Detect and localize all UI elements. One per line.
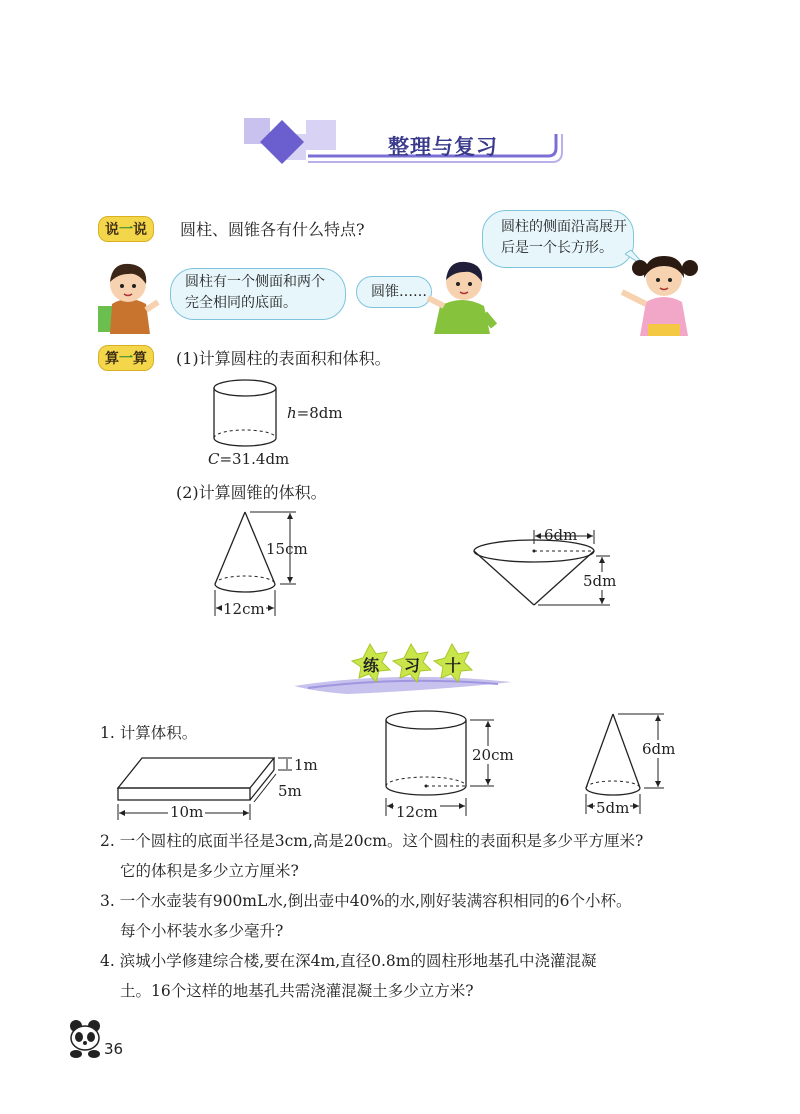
bubble-line: 完全相同的底面。 xyxy=(185,295,297,311)
badge-char: 算 xyxy=(133,351,147,367)
bubble-line: 圆锥…… xyxy=(371,284,427,300)
practice-header-decoration xyxy=(288,640,518,696)
cone2-height-label: 5dm xyxy=(583,572,617,590)
cone3-height-label: 6dm xyxy=(642,740,676,758)
cylinder2-diameter-label: 12cm xyxy=(396,803,438,821)
badge-char: 算 xyxy=(105,351,119,367)
variable-h: h xyxy=(287,404,297,422)
cylinder-height-label xyxy=(287,404,343,422)
exercise-3-text xyxy=(100,886,631,946)
cuboid-height-label: 1m xyxy=(294,756,318,774)
exercise-line: 土。16个这样的地基孔共需浇灌混凝土多少立方米? xyxy=(120,982,474,1000)
badge-char: 说 xyxy=(133,222,147,238)
calculate-question-1: (1)计算圆柱的表面积和体积。 xyxy=(176,349,391,368)
cuboid-width-label: 5m xyxy=(278,782,302,800)
cone2-radius-label: 6dm xyxy=(544,526,578,544)
calculate-badge xyxy=(98,345,154,371)
exercise-1-text: 1. 计算体积。 xyxy=(100,724,198,742)
panda-icon xyxy=(66,1018,104,1060)
value-text: =8dm xyxy=(296,404,343,422)
exercise-line: 每个小杯装水多少毫升? xyxy=(120,922,284,940)
speech-bubble-boy1 xyxy=(170,268,346,320)
bubble-line: 后是一个长方形。 xyxy=(501,240,613,256)
exercise-line: 它的体积是多少立方厘米? xyxy=(120,862,299,880)
discuss-question: 圆柱、圆锥各有什么特点? xyxy=(180,220,365,239)
cuboid-length-label: 10m xyxy=(170,803,204,821)
cuboid-figure xyxy=(112,748,302,824)
calculate-question-2: (2)计算圆锥的体积。 xyxy=(176,483,327,502)
exercise-line: 3. 一个水壶装有900mL水,倒出壶中40%的水,刚好装满容积相同的6个小杯。 xyxy=(100,892,632,910)
exercise-line: 2. 一个圆柱的底面半径是3cm,高是20cm。这个圆柱的表面积是多少平方厘米? xyxy=(100,832,644,850)
exercise-4-text xyxy=(100,946,596,1006)
value-text: =31.4dm xyxy=(219,450,290,468)
cylinder-figure xyxy=(205,374,285,454)
discuss-badge xyxy=(98,216,154,242)
bubble-line: 圆柱的侧面沿高展开 xyxy=(501,219,627,235)
cylinder2-height-label: 20cm xyxy=(472,746,514,764)
bubble-line: 圆柱有一个侧面和两个 xyxy=(185,274,325,290)
badge-char: 一 xyxy=(119,222,133,238)
practice-title-char: 习 xyxy=(404,656,421,675)
practice-title-char: 十 xyxy=(445,656,462,675)
cylinder-circumference-label xyxy=(208,450,289,468)
exercise-2-text xyxy=(100,826,643,886)
exercise-line: 4. 滨城小学修建综合楼,要在深4m,直径0.8m的圆柱形地基孔中浇灌混凝 xyxy=(100,952,597,970)
boy-illustration xyxy=(424,254,500,336)
cone1-diameter-label: 12cm xyxy=(223,600,265,618)
girl-illustration xyxy=(618,246,710,340)
badge-char: 说 xyxy=(105,222,119,238)
practice-title-char: 练 xyxy=(363,656,380,675)
cone1-height-label: 15cm xyxy=(266,540,308,558)
variable-c: C xyxy=(208,450,220,468)
page-number: 36 xyxy=(104,1040,124,1058)
speech-bubble-girl xyxy=(482,210,634,268)
speech-bubble-boy2 xyxy=(356,276,432,308)
cone3-diameter-label: 5dm xyxy=(596,799,630,817)
badge-char: 一 xyxy=(119,351,133,367)
boy-illustration xyxy=(92,254,162,336)
page-title: 整理与复习 xyxy=(388,135,498,159)
